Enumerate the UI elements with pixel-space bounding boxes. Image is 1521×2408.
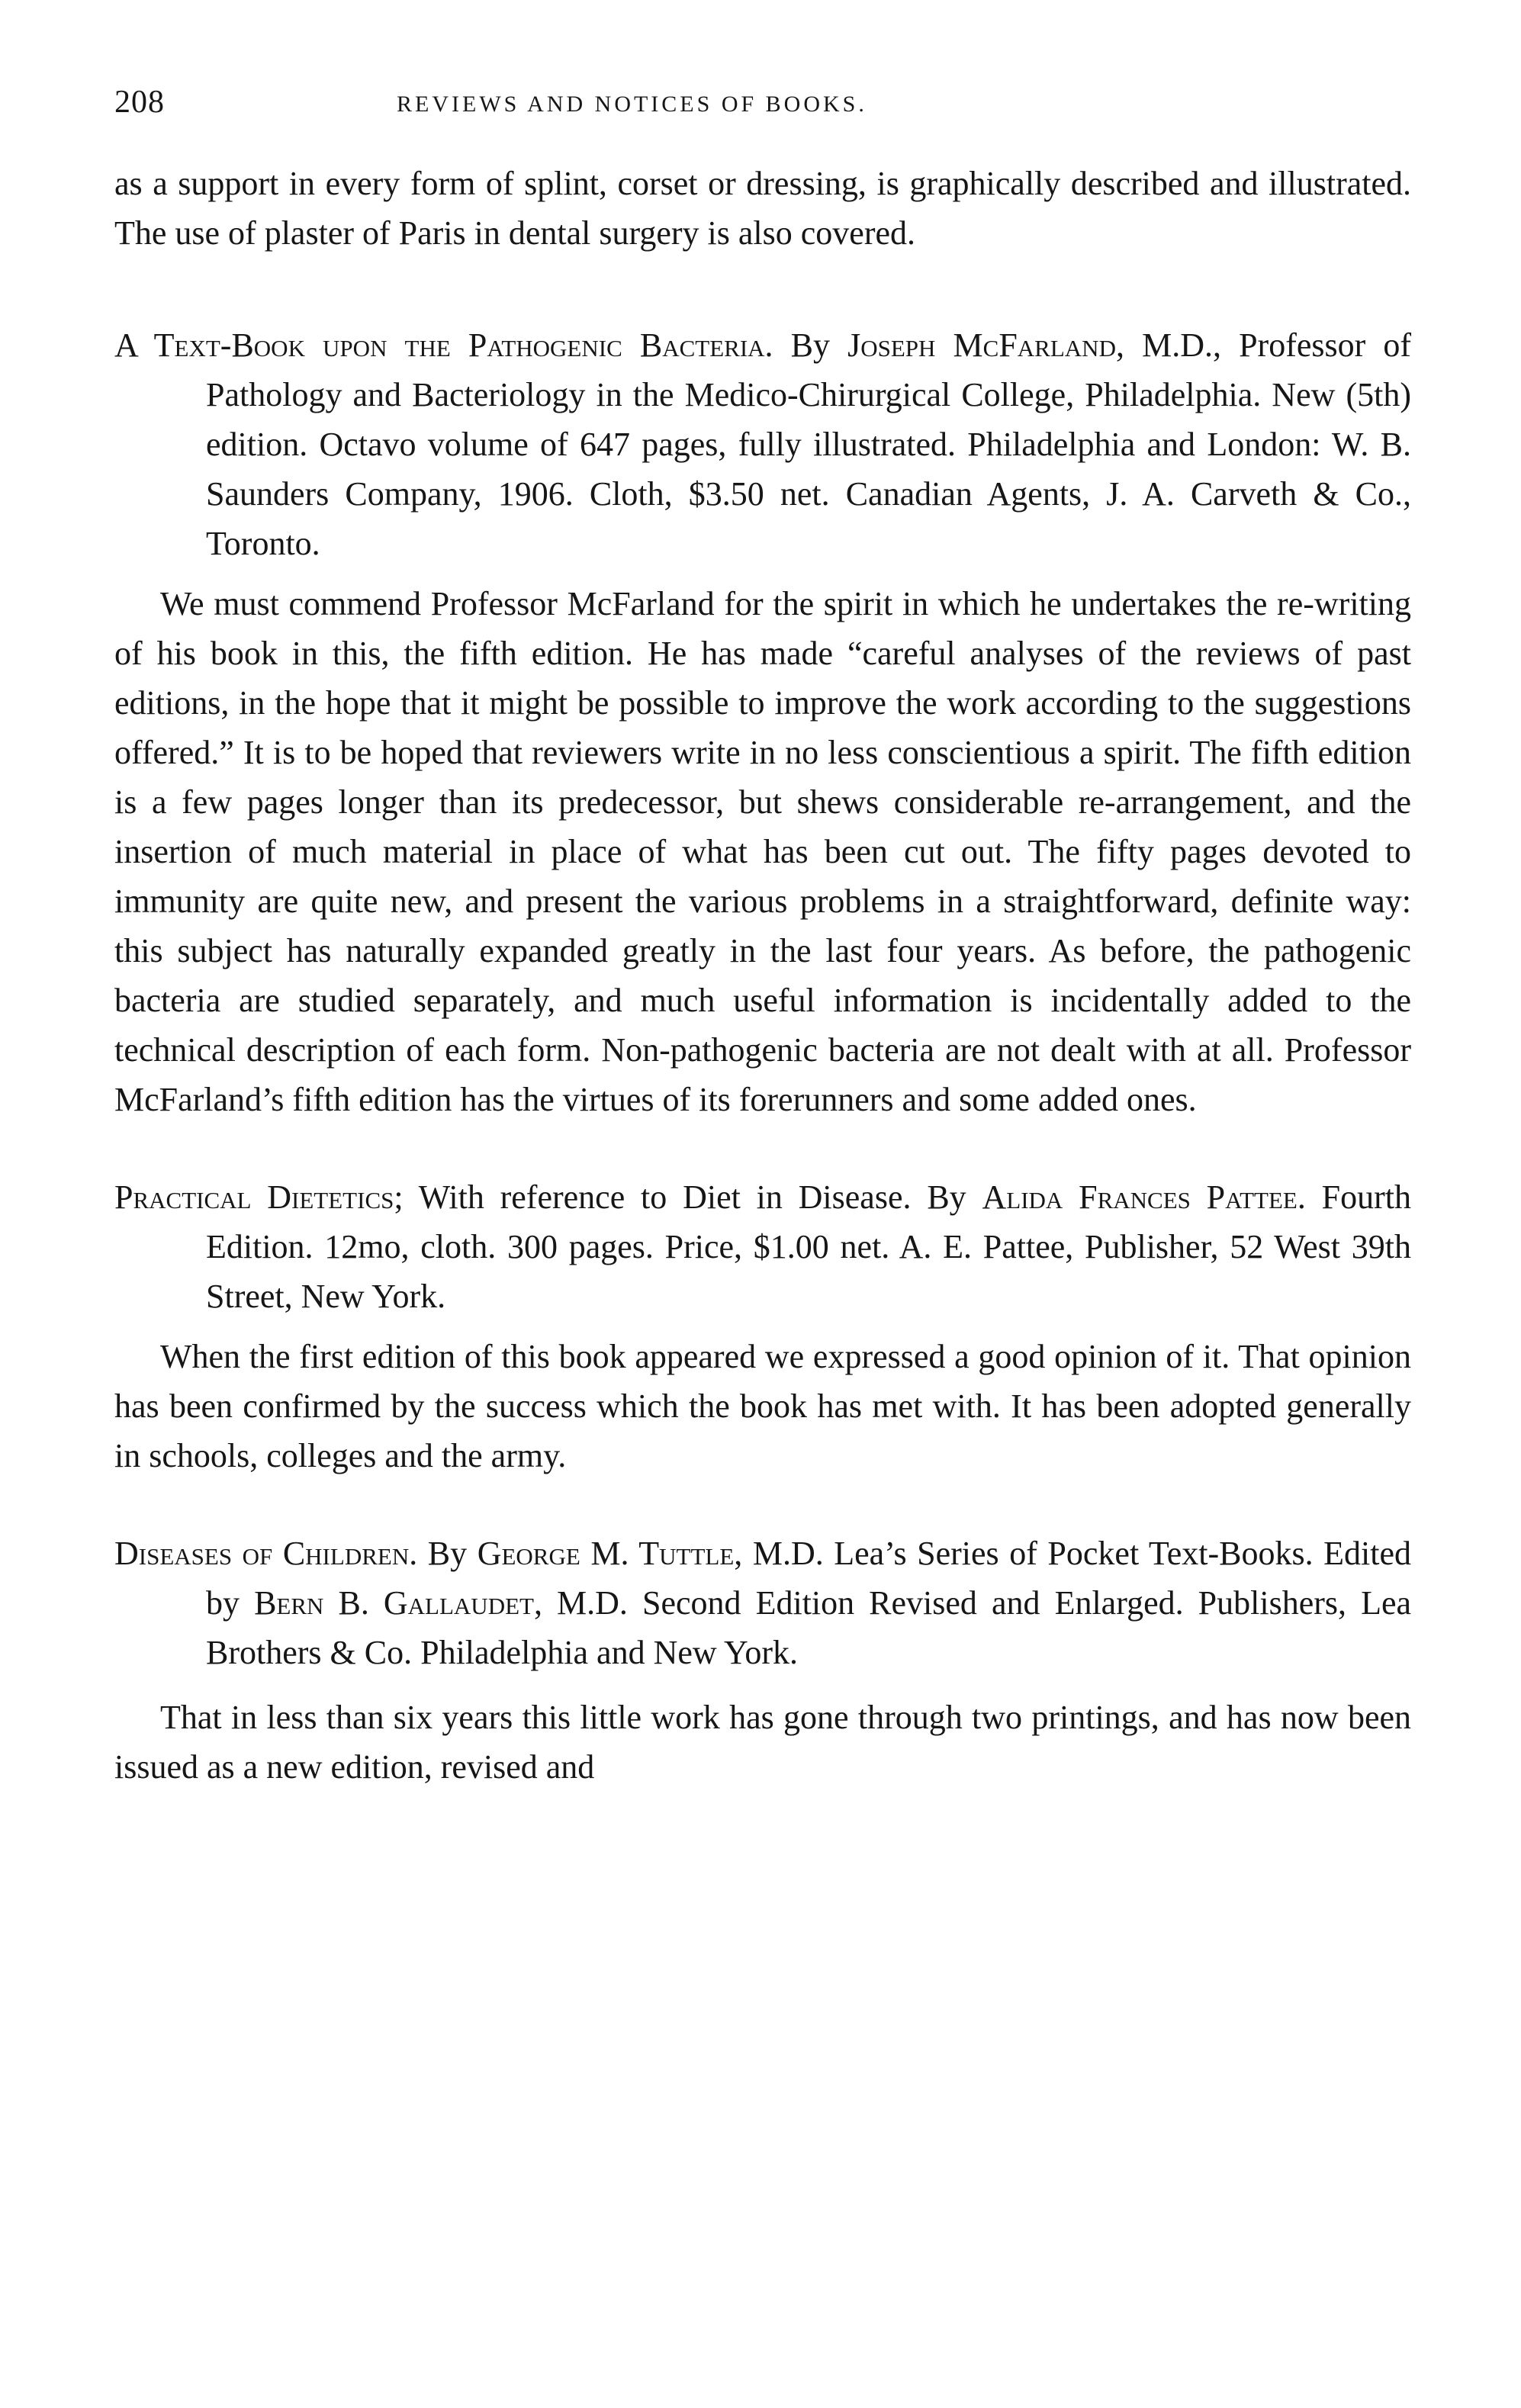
book-details: . Fourth Edition. 12mo, cloth. 300 pages. Price, $1.00 net. A. E. Pattee, Publisher, 52 West 39th Street, New York. [206,1178,1412,1315]
book-subtitle: With reference to Diet in Disease. [403,1178,928,1216]
book-author: George M. Tuttle [477,1535,735,1572]
running-title: REVIEWS AND NOTICES OF BOOKS. [397,92,867,117]
book-title: Practical Dietetics; [114,1178,404,1216]
book-page [114,84,1411,1792]
continued-paragraph: as a support in every form of splint, corset or dressing, is graphically described and illustrated. The use of plaster of Paris in dental surgery is also covered. [114,165,1411,252]
book-title: A Text-Book upon the Pathogenic Bacteria. [114,326,773,364]
review-heading-pathogenic-bacteria [114,320,1411,568]
review-heading-practical-dietetics [114,1172,1411,1321]
book-details: , M.D. Lea’s Series of Pocket Text-Books. Edited by [206,1535,1412,1622]
running-head [114,84,1411,133]
book-title: Diseases of Children. [114,1535,418,1572]
review-heading-diseases-of-children [114,1529,1411,1677]
review-body-practical-dietetics: When the first edition of this book appeared we expressed a good opinion of it. That opinion has been confirmed by the success which the book has met with. It has been adopted generally in schools, colleges and the army. [114,1338,1411,1474]
page-number: 208 [114,85,165,120]
review-body-pathogenic-bacteria: We must commend Professor McFarland for the spirit in which he undertakes the re-writing of his book in this, the fifth edition. He has made “careful analyses of the reviews of past editions, in the hope that it might be possible to improve the work according to the suggestions offered.” It is to be hoped that reviewers write in no less conscientious a spirit. The fifth edition is a few pages longer than its predecessor, but shews considerable re-arrangement, and the insertion of much material in place of what has been cut out. The fifty pages devoted to immunity are quite new, and present the various problems in a straightforward, definite way: this subject has naturally expanded greatly in the last four years. As before, the pathogenic bacteria are studied separately, and much useful information is incidentally added to the technical description of each form. Non-pathogenic bacteria are not dealt with at all. Professor McFarland’s fifth edition has the virtues of its forerunners and some added ones. [114,585,1411,1118]
book-editor: Bern B. Gallaudet [254,1584,534,1622]
book-author: Joseph McFarland [847,326,1116,364]
by-label: By [927,1178,966,1216]
review-body-diseases-of-children: That in less than six years this little work has gone through two printings, and has now been issued as a new edition, revised and [114,1699,1411,1786]
book-details: , M.D., Professor of Pathology and Bacteriology in the Medico-Chirurgical College, Philadelphia. New (5th) edition. Octavo volume of 647 pages, fully illustrated. Philadelphia and London: W. B. Saunders Company, 1906. Cloth, $3.50 net. Canadian Agents, J. A. Carveth & Co., Toronto. [206,326,1412,562]
book-details-continued: , M.D. Second Edition Revised and Enlarged. Publishers, Lea Brothers & Co. Philadelphia and New York. [206,1584,1412,1671]
by-label: By [427,1535,468,1572]
book-author: Alida Frances Pattee [982,1178,1298,1216]
by-label: By [790,326,830,364]
